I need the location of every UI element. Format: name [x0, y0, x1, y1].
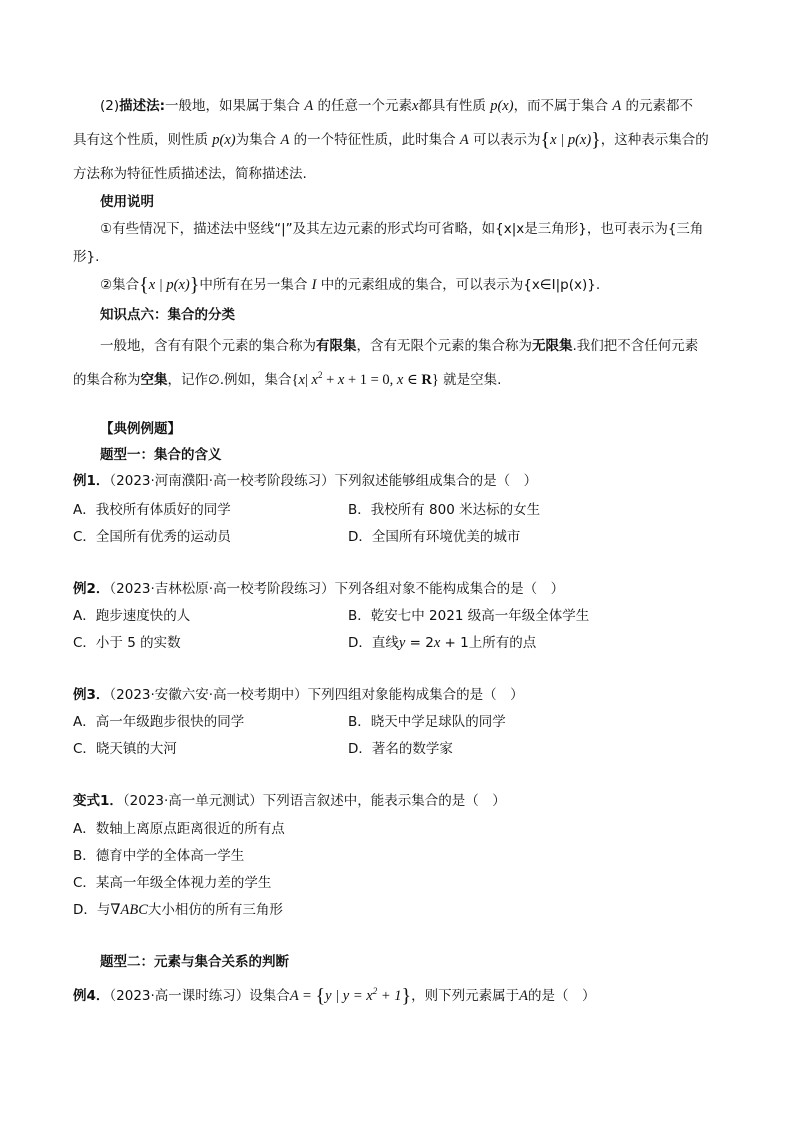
ex1-label: 例1．: [73, 473, 110, 489]
ex2-option-d-text: D．直线: [348, 635, 399, 651]
ex1-option-d: D．全国所有环境优美的城市: [348, 529, 521, 545]
ex2-stem: [73, 580, 564, 598]
ex3-option-a: A．高一年级跑步很快的同学: [73, 714, 245, 730]
ex4-text: ，则下列元素属于: [411, 987, 520, 1004]
math-set-xpx: {x | p(x)}: [139, 274, 200, 296]
math-empty-example: {x| $x^2 + x + 1 = 0$, x ∈ R}: [291, 370, 439, 388]
var1-option-d: [73, 901, 283, 919]
ex3-option-c: C．晓天镇的大河: [73, 741, 177, 757]
var1-stem: [73, 792, 506, 810]
point6-text: 就是空集.: [443, 371, 502, 388]
desc-text: 可以表示为: [473, 132, 541, 148]
term-finite-set: 有限集: [316, 338, 357, 354]
ex3-label: 例3．: [73, 687, 110, 703]
section-title: 【典例例题】: [100, 421, 181, 437]
math-A: A: [280, 132, 290, 148]
desc-line-2: [73, 131, 709, 149]
ex2-option-a: A．跑步速度快的人: [73, 608, 191, 624]
type1-title: 题型一：集合的含义: [100, 447, 222, 463]
desc-text: 为集合: [235, 132, 277, 148]
usage-note-1-cont: 形}.: [73, 249, 100, 265]
usage-note-1: ①有些情况下，描述法中竖线“|”及其左边元素的形式均可省略，如{x|x是三角形}，也可表示为{三角: [100, 221, 704, 237]
math-triangle-abc: ∇ABC: [110, 902, 148, 918]
ex2-label: 例2．: [73, 581, 110, 597]
desc-text: 的元素都不: [625, 98, 694, 114]
var1-option-a: A．数轴上离原点距离很近的所有点: [73, 821, 285, 837]
ex2-option-d-text: 上所有的点: [468, 635, 537, 651]
desc-title: 描述法:: [119, 98, 166, 114]
var1-option-d-text: 大小相仿的所有三角形: [147, 902, 283, 918]
ex1-option-a: A．我校所有体质好的同学: [73, 502, 231, 518]
type2-title: 题型二：元素与集合关系的判断: [100, 954, 289, 970]
ex3-option-d: D．著名的数学家: [348, 741, 453, 757]
point6-title: 知识点六：集合的分类: [100, 307, 235, 323]
var1-option-c: C．某高一年级全体视力差的学生: [73, 875, 272, 891]
var1-option-b: B．德育中学的全体高一学生: [73, 848, 245, 864]
math-A: A: [304, 98, 314, 114]
math-set-A-def: A = {y | $y = x^2 + 1$}: [289, 984, 412, 1007]
ex4-text: 的是（ ）: [527, 987, 596, 1004]
ex1-option-b: B．我校所有 800 米达标的女生: [348, 502, 541, 518]
usage-note-2: [100, 276, 600, 294]
var1-label: 变式1．: [73, 793, 123, 809]
usage-text: 中的元素组成的集合，可以表示为{x∈I|p(x)}.: [320, 277, 601, 293]
point6-text: ，含有无限个元素的集合称为: [356, 338, 532, 354]
ex3-stem: [73, 686, 524, 704]
desc-number: (2): [100, 98, 120, 114]
ex1-text: （2023·河南濮阳·高一校考阶段练习）下列叙述能够组成集合的是（ ）: [109, 473, 538, 489]
desc-text: ，这种表示集合的: [600, 132, 709, 148]
term-empty-set: 空集: [140, 371, 168, 388]
point6-text: ，记作∅.例如，集合: [167, 371, 292, 388]
math-x: x: [411, 98, 419, 114]
ex1-option-c: C．全国所有优秀的运动员: [73, 529, 231, 545]
desc-text: 都具有性质: [418, 98, 486, 114]
ex1-stem: [73, 472, 537, 490]
usage-title: 使用说明: [100, 194, 154, 210]
point6-text: 的集合称为: [73, 371, 141, 388]
ex2-option-c: C．小于 5 的实数: [73, 635, 181, 651]
ex2-option-d: D．直线y = 2x + 1上所有的点: [348, 635, 537, 651]
usage-text: ②集合: [100, 277, 140, 293]
ex2-option-b: B．乾安七中 2021 级高一年级全体学生: [348, 608, 590, 624]
var1-option-d-text: D．与: [73, 902, 111, 918]
ex4-stem: [73, 982, 595, 1005]
desc-line-3: 方法称为特征性质描述法，简称描述法.: [73, 166, 307, 182]
desc-text: 的一个特征性质，此时集合: [293, 132, 456, 148]
term-infinite-set: 无限集: [532, 338, 573, 354]
math-A: A: [519, 987, 528, 1004]
math-line-eq: y: [398, 635, 406, 651]
math-set-builder: {x | p(x)}: [540, 129, 601, 151]
var1-text: （2023·高一单元测试）下列语言叙述中，能表示集合的是（ ）: [122, 793, 506, 809]
point6-text: 一般地，含有有限个元素的集合称为: [100, 338, 316, 354]
point6-line-1: [100, 337, 698, 355]
math-A: A: [459, 132, 469, 148]
usage-text: 中所有在另一集合: [199, 277, 308, 293]
point6-text: .我们把不含任何元素: [572, 338, 699, 354]
ex4-label: 例4．: [73, 987, 110, 1004]
desc-text: 的任意一个元素: [317, 98, 412, 114]
ex3-option-b: B．晓天中学足球队的同学: [348, 714, 506, 730]
math-I: I: [311, 277, 317, 293]
ex2-text: （2023·吉林松原·高一校考阶段练习）下列各组对象不能构成集合的是（ ）: [109, 581, 565, 597]
desc-text: 具有这个性质，则性质: [73, 132, 208, 148]
ex3-text: （2023·安徽六安·高一校考期中）下列四组对象能构成集合的是（ ）: [109, 687, 524, 703]
math-A: A: [612, 98, 622, 114]
math-px: p(x): [212, 132, 236, 148]
desc-text: ，而不属于集合: [513, 98, 609, 114]
desc-line-1: [100, 97, 693, 115]
desc-text: 一般地，如果属于集合: [165, 98, 301, 114]
ex4-text: （2023·高一课时练习）设集合: [109, 987, 290, 1004]
point6-line-2: [73, 366, 501, 389]
math-px: p(x): [490, 98, 514, 114]
